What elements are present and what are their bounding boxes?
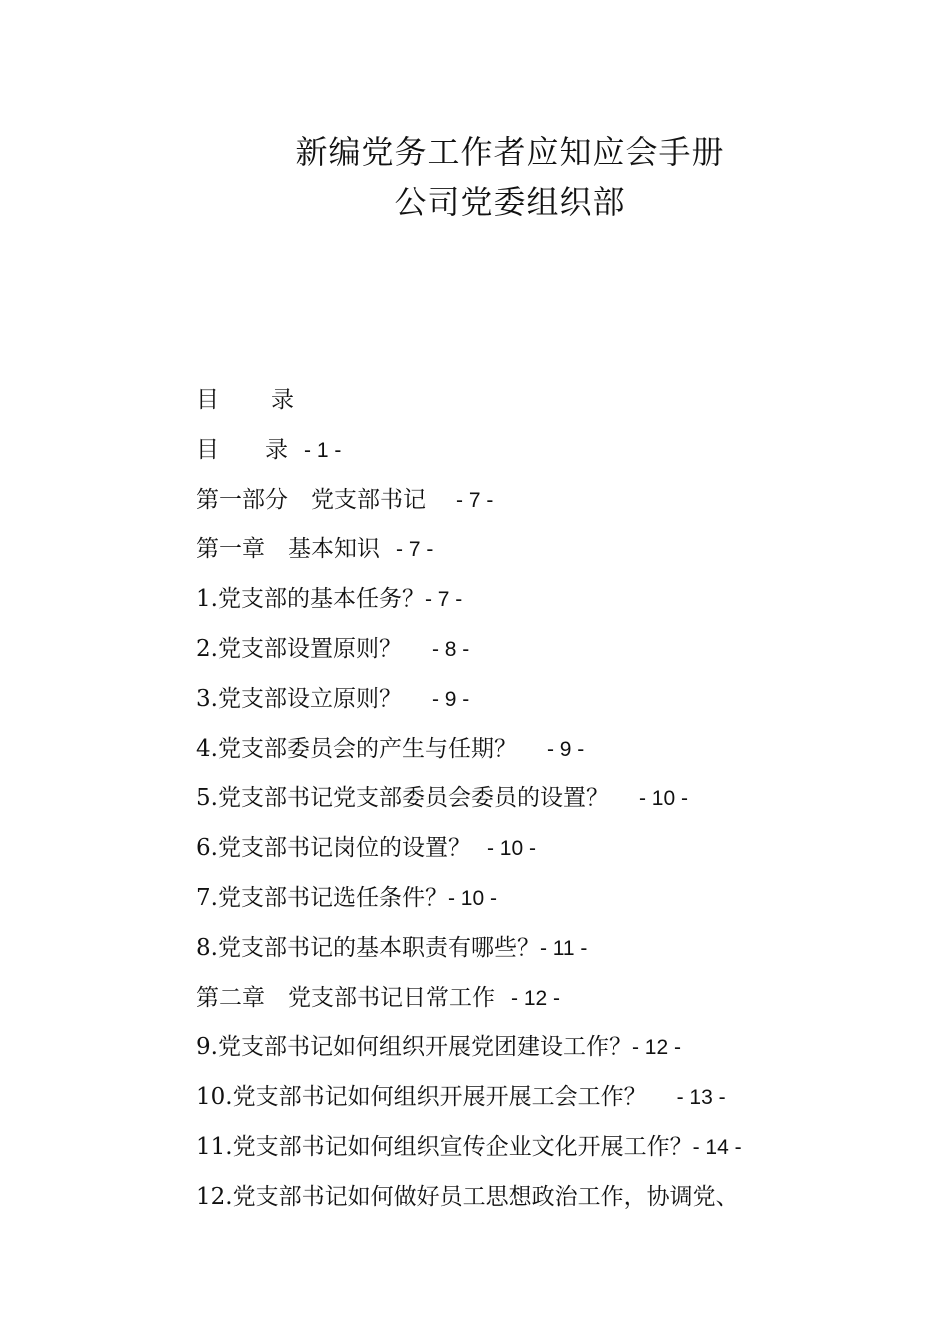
toc-entry-text: 第二章 党支部书记日常工作 — [196, 984, 495, 1011]
toc-entry-text: 5.党支部书记党支部委员会委员的设置？ — [196, 785, 609, 812]
table-of-contents — [196, 378, 856, 1225]
toc-entry-page: - 9 - — [546, 737, 585, 761]
toc-entry-text: 11.党支部书记如何组织宣传企业文化开展工作？ — [196, 1133, 693, 1160]
toc-entry-page: - 8 - — [431, 637, 470, 661]
toc-entry-page: - 11 - — [539, 936, 588, 960]
toc-entry-text: 8.党支部书记的基本职责有哪些？ — [196, 934, 540, 961]
toc-heading-char-1: 目 — [196, 387, 219, 413]
document-subtitle: 公司党委组织部 — [394, 183, 626, 221]
document-title: 新编党务工作者应知应会手册 — [295, 133, 725, 171]
toc-entry-page: - 12 - — [511, 986, 561, 1010]
toc-entry[interactable] — [196, 677, 856, 727]
toc-entry[interactable] — [196, 727, 856, 777]
toc-heading-char-2: 录 — [271, 387, 294, 413]
toc-entry[interactable] — [196, 776, 856, 826]
toc-entry-text: 目 录 — [196, 436, 288, 463]
toc-entry-page: - 10 - — [638, 787, 688, 811]
toc-entry-text: 第一部分 党支部书记 — [196, 486, 426, 513]
toc-entry-text: 10.党支部书记如何组织开展开展工会工作？ — [196, 1084, 647, 1111]
toc-entry-page: - 10 - — [447, 886, 497, 910]
toc-entry-text: 7.党支部书记选任条件？ — [196, 884, 448, 911]
toc-entry[interactable] — [196, 926, 856, 976]
toc-entry[interactable] — [196, 826, 856, 876]
toc-entry-page: - 9 - — [431, 687, 470, 711]
toc-entry-text: 1.党支部的基本任务？ — [196, 586, 425, 613]
toc-entry-page: - 14 - — [692, 1135, 742, 1159]
toc-entry-text: 3.党支部设立原则？ — [196, 685, 402, 712]
toc-entry-page: - 12 - — [631, 1036, 681, 1060]
toc-entry-text: 9.党支部书记如何组织开展党团建设工作？ — [196, 1034, 632, 1061]
toc-entry-page: - 1 - — [304, 438, 342, 462]
toc-heading — [196, 378, 856, 428]
toc-entry-page: - 7 - — [424, 588, 463, 612]
toc-entry[interactable] — [196, 577, 856, 627]
toc-entry[interactable] — [196, 1125, 856, 1175]
toc-entry[interactable] — [196, 876, 856, 926]
toc-entry[interactable] — [196, 428, 856, 478]
toc-entry[interactable] — [196, 1025, 856, 1075]
toc-entry-text: 6.党支部书记岗位的设置？ — [196, 835, 471, 862]
toc-entry[interactable] — [196, 1175, 856, 1225]
toc-entry-page: - 7 - — [456, 488, 494, 512]
toc-entry-page: - 7 - — [396, 538, 434, 562]
toc-entry-text: 4.党支部委员会的产生与任期？ — [196, 735, 517, 762]
toc-entry[interactable] — [196, 976, 856, 1026]
toc-entry-text: 12.党支部书记如何做好员工思想政治工作，协调党、 — [196, 1183, 739, 1210]
toc-entry-page: - 10 - — [486, 837, 536, 861]
toc-entry[interactable] — [196, 627, 856, 677]
toc-entry-text: 2.党支部设置原则？ — [196, 635, 402, 662]
toc-entry-text: 第一章 基本知识 — [196, 536, 380, 563]
toc-entry[interactable] — [196, 527, 856, 577]
toc-entry[interactable] — [196, 1075, 856, 1125]
toc-entry-page: - 13 - — [676, 1086, 726, 1110]
toc-entry[interactable] — [196, 478, 856, 528]
